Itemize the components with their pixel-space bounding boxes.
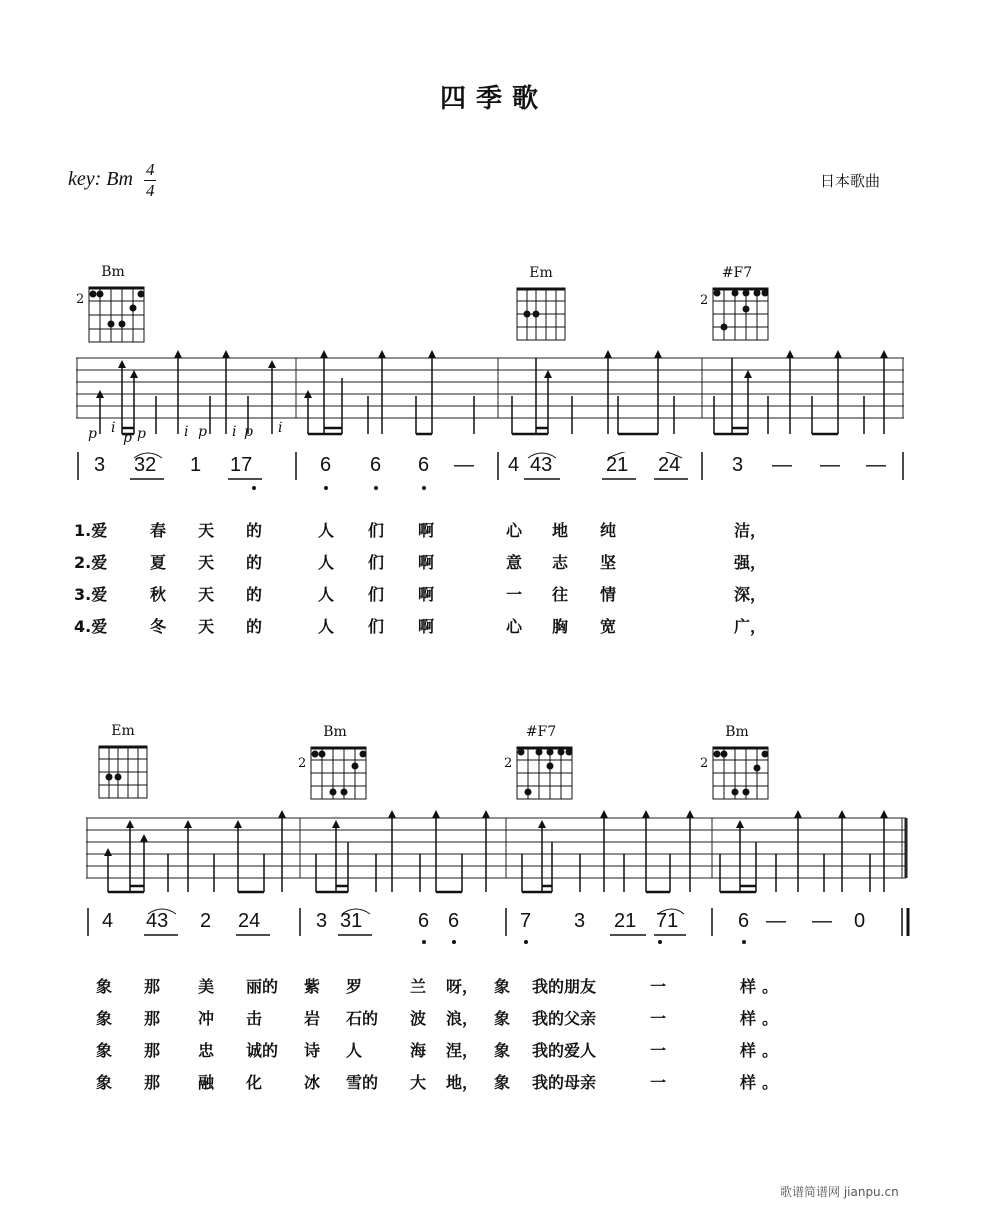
lyric-word: 样 xyxy=(740,1073,757,1092)
dash: — xyxy=(820,454,840,476)
lyric-word: 样 xyxy=(740,1009,757,1028)
note: 4 xyxy=(508,454,520,476)
note: 21 xyxy=(614,910,637,932)
note: 4 xyxy=(102,910,114,932)
note: 21 xyxy=(606,454,629,476)
key-label: key: Bm xyxy=(68,168,133,191)
lyric-word: 冰 xyxy=(304,1073,321,1092)
lyric-word: 3.爱 xyxy=(74,585,108,604)
lyric-word: 雪的 xyxy=(346,1073,379,1092)
chord-fret: 2 xyxy=(700,756,709,771)
lyric-word: 诗 xyxy=(304,1041,321,1060)
finger-letter: i xyxy=(111,420,116,436)
page-title: 四季歌 xyxy=(439,84,548,114)
lyric-word: 击 xyxy=(246,1009,263,1028)
lyric-word: 往 xyxy=(552,585,569,604)
chord-grid xyxy=(516,746,576,806)
chord-fret: 2 xyxy=(504,756,513,771)
lyric-word: 岩 xyxy=(304,1009,321,1028)
lyric-word: 的 xyxy=(246,521,263,540)
lyric-word: 们 xyxy=(368,585,385,604)
lyric-word: 心 xyxy=(506,617,523,636)
lyric-word: 一 xyxy=(650,1009,667,1028)
note: 7 xyxy=(520,910,532,932)
lyric-word: 我的朋友 xyxy=(532,977,597,996)
lyric-word: 志 xyxy=(552,553,569,572)
lyric-word: 人 xyxy=(346,1041,363,1060)
lyric-word: 那 xyxy=(144,977,161,996)
note: 3 xyxy=(732,454,744,476)
lyric-word: 冲 xyxy=(198,1009,215,1028)
chord-grid xyxy=(88,286,148,346)
lyric-word: 们 xyxy=(368,617,385,636)
note: 43 xyxy=(530,454,553,476)
lyric-word: 兰 xyxy=(410,977,427,996)
chord-name: Em xyxy=(111,723,135,739)
lyric-word: 罗 xyxy=(346,977,363,996)
dash: — xyxy=(454,454,474,476)
note: 6 xyxy=(418,454,430,476)
lyric-line xyxy=(0,1006,988,1030)
lyric-word: 忠 xyxy=(198,1041,215,1060)
lyric-word: 人 xyxy=(318,553,335,572)
note: 3 xyxy=(574,910,586,932)
finger-letter: p xyxy=(198,424,207,440)
lyric-word: 一 xyxy=(506,585,523,604)
lyric-word: 胸 xyxy=(552,617,569,636)
lyric-word: 秋 xyxy=(150,585,167,604)
number-notation-line xyxy=(76,452,906,500)
finger-letter: i xyxy=(184,424,189,440)
finger-letter: p xyxy=(123,430,132,446)
lyric-word: 我的母亲 xyxy=(532,1073,597,1092)
note: 6 xyxy=(370,454,382,476)
tab-staff xyxy=(86,808,910,896)
chord-grid xyxy=(516,287,576,347)
lyric-word: 波 xyxy=(410,1009,427,1028)
lyric-word: 1.爱 xyxy=(74,521,108,540)
lyric-word: 冬 xyxy=(150,617,167,636)
dash: — xyxy=(866,454,886,476)
lyric-word: 啊 xyxy=(418,585,435,604)
lyric-word: 的 xyxy=(246,617,263,636)
lyric-word: 地 xyxy=(552,521,569,540)
chord-name: Bm xyxy=(725,724,749,740)
lyric-word: 样 xyxy=(740,977,757,996)
lyric-word: 意 xyxy=(506,553,523,572)
lyric-word: 情 xyxy=(600,585,617,604)
chord-name: #F7 xyxy=(721,265,753,281)
lyric-word: 美 xyxy=(198,977,215,996)
lyric-word: 那 xyxy=(144,1009,161,1028)
lyric-word: 象 xyxy=(494,1009,511,1028)
lyric-word: 我的爱人 xyxy=(532,1041,597,1060)
rest: 0 xyxy=(854,910,866,932)
lyric-word: 石的 xyxy=(346,1009,379,1028)
lyric-word: 那 xyxy=(144,1041,161,1060)
chord-name: Bm xyxy=(101,264,125,280)
note: 31 xyxy=(340,910,363,932)
note: 6 xyxy=(738,910,750,932)
note: 6 xyxy=(448,910,460,932)
lyric-word: 坚 xyxy=(600,553,617,572)
lyric-word: 丽的 xyxy=(246,977,279,996)
lyric-line xyxy=(0,550,988,574)
lyric-word: 样 xyxy=(740,1041,757,1060)
chord-fret: 2 xyxy=(700,293,709,308)
chord-grid xyxy=(310,746,370,806)
site-watermark: 歌谱简谱网 jianpu.cn xyxy=(780,1185,899,1199)
chord-name: #F7 xyxy=(525,724,557,740)
lyric-word: 一 xyxy=(650,977,667,996)
finger-letter: p xyxy=(244,424,253,440)
lyric-line xyxy=(0,974,988,998)
lyric-line xyxy=(0,1038,988,1062)
lyric-word: 人 xyxy=(318,617,335,636)
chord-grid xyxy=(712,287,772,347)
lyric-word: 们 xyxy=(368,553,385,572)
lyric-word: 的 xyxy=(246,553,263,572)
lyric-line xyxy=(0,582,988,606)
chord-name: Bm xyxy=(323,724,347,740)
note: 3 xyxy=(316,910,328,932)
lyric-word: 一 xyxy=(650,1073,667,1092)
lyric-line xyxy=(0,614,988,638)
lyric-word: 天 xyxy=(198,617,215,636)
note: 6 xyxy=(320,454,332,476)
time-numerator: 4 xyxy=(145,160,155,179)
lyric-word: 象 xyxy=(96,1009,113,1028)
chord-grid xyxy=(712,746,772,806)
note: 24 xyxy=(658,454,681,476)
lyric-word: 宽 xyxy=(600,617,617,636)
lyric-word: 象 xyxy=(96,1073,113,1092)
lyric-word: 4.爱 xyxy=(74,617,108,636)
note: 2 xyxy=(200,910,212,932)
lyric-word: 纯 xyxy=(600,521,617,540)
note: 43 xyxy=(146,910,169,932)
lyric-word: 的 xyxy=(246,585,263,604)
lyric-word: 啊 xyxy=(418,553,435,572)
lyric-word: 象 xyxy=(96,977,113,996)
lyric-word: 融 xyxy=(198,1073,215,1092)
lyric-word: 们 xyxy=(368,521,385,540)
dash: — xyxy=(772,454,792,476)
chord-grid xyxy=(98,745,158,805)
lyric-word: 象 xyxy=(494,1041,511,1060)
lyric-word: 深， xyxy=(734,585,767,604)
number-notation-line xyxy=(86,908,916,956)
lyric-word: 强， xyxy=(734,553,767,572)
chord-name: Em xyxy=(529,265,553,281)
note: 3 xyxy=(94,454,106,476)
lyric-word: 天 xyxy=(198,585,215,604)
dash: — xyxy=(766,910,786,932)
lyric-word: 广， xyxy=(734,617,767,636)
time-signature xyxy=(144,160,157,201)
lyric-word: 心 xyxy=(506,521,523,540)
finger-letter: i xyxy=(232,424,237,440)
lyric-word: 夏 xyxy=(150,553,167,572)
finger-letter: p xyxy=(88,426,97,442)
lyric-word: 。 xyxy=(762,1009,779,1028)
lyric-word: 涅， xyxy=(446,1041,479,1060)
lyric-word: 。 xyxy=(762,977,779,996)
lyric-word: 大 xyxy=(410,1073,427,1092)
chord-fret: 2 xyxy=(76,292,85,307)
lyric-line xyxy=(0,1070,988,1094)
lyric-word: 象 xyxy=(96,1041,113,1060)
lyric-word: 洁， xyxy=(734,521,767,540)
time-denominator: 4 xyxy=(145,181,155,200)
note: 24 xyxy=(238,910,261,932)
lyric-word: 化 xyxy=(246,1073,263,1092)
lyric-line xyxy=(0,518,988,542)
finger-letter: i xyxy=(278,420,283,436)
lyric-word: 天 xyxy=(198,521,215,540)
lyric-word: 紫 xyxy=(304,977,321,996)
lyric-word: 一 xyxy=(650,1041,667,1060)
lyric-word: 海 xyxy=(410,1041,427,1060)
lyric-word: 象 xyxy=(494,977,511,996)
lyric-word: 啊 xyxy=(418,617,435,636)
lyric-word: 2.爱 xyxy=(74,553,108,572)
lyric-word: 人 xyxy=(318,521,335,540)
lyric-word: 。 xyxy=(762,1073,779,1092)
dash: — xyxy=(812,910,832,932)
lyric-word: 人 xyxy=(318,585,335,604)
lyric-word: 。 xyxy=(762,1041,779,1060)
lyric-word: 呀， xyxy=(446,977,479,996)
finger-letter: p xyxy=(137,426,146,442)
note: 6 xyxy=(418,910,430,932)
key-signature xyxy=(68,160,156,201)
lyric-word: 浪， xyxy=(446,1009,479,1028)
lyric-word: 春 xyxy=(150,521,167,540)
lyric-word: 我的父亲 xyxy=(532,1009,597,1028)
lyric-word: 天 xyxy=(198,553,215,572)
note: 71 xyxy=(656,910,679,932)
note: 1 xyxy=(190,454,202,476)
lyric-word: 诚的 xyxy=(246,1041,279,1060)
chord-fret: 2 xyxy=(298,756,307,771)
note: 17 xyxy=(230,454,253,476)
lyric-word: 地， xyxy=(446,1073,479,1092)
lyric-word: 啊 xyxy=(418,521,435,540)
lyric-word: 那 xyxy=(144,1073,161,1092)
song-origin: 日本歌曲 xyxy=(820,172,881,190)
note: 32 xyxy=(134,454,157,476)
lyric-word: 象 xyxy=(494,1073,511,1092)
